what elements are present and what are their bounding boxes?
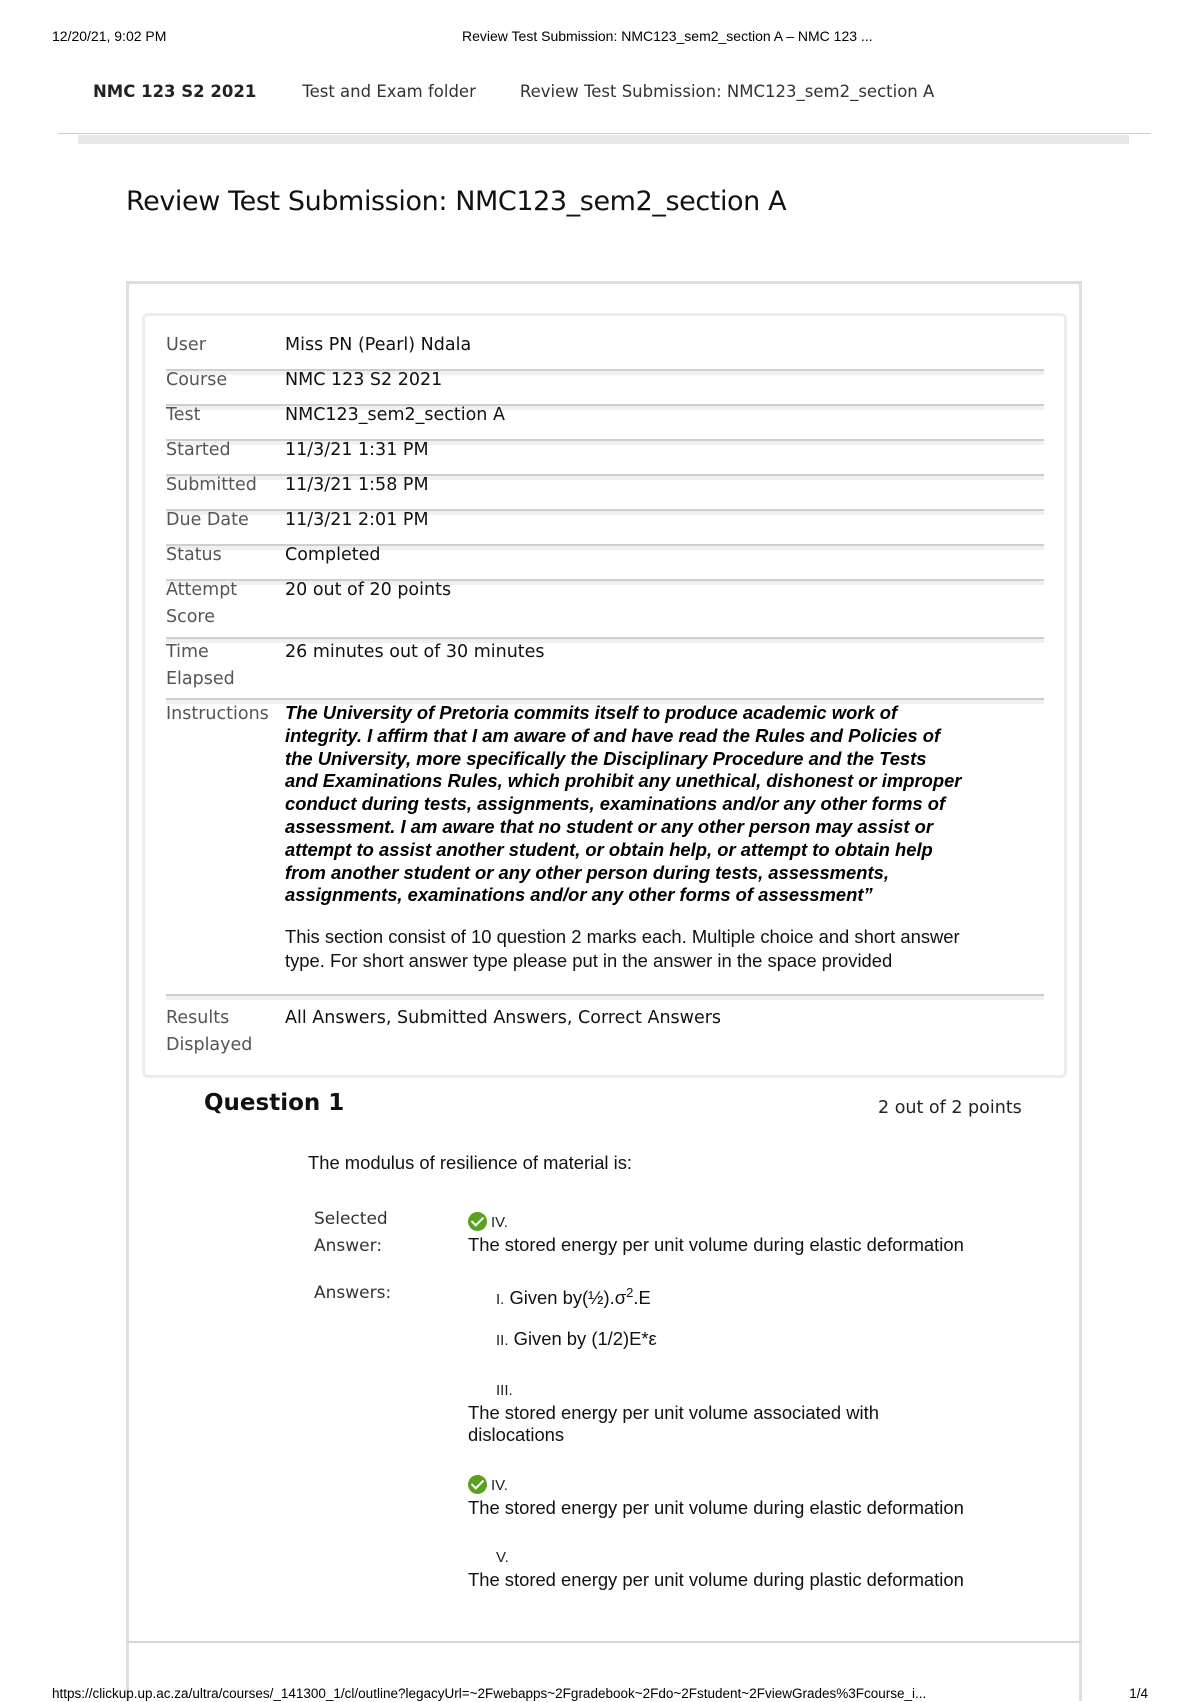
detail-value: All Answers, Submitted Answers, Correct Answers (285, 1008, 722, 1028)
detail-row-time-elapsed (166, 639, 1044, 700)
answer-text-line: The stored energy per unit volume associated with (468, 1402, 879, 1423)
detail-label: Started (166, 440, 231, 460)
detail-label: Status (166, 545, 222, 565)
answer-text: Given by (1/2)E*ε (513, 1328, 657, 1349)
print-url: https://clickup.up.ac.za/ultra/courses/_141300_1/cl/outline?legacyUrl=~2Fwebapps~2Fgradebook~2Fdo~2Fstudent~2FviewGrades%3Fcourse_i... (52, 1686, 927, 1701)
breadcrumb (93, 82, 1140, 101)
detail-label-line: Results (166, 1008, 230, 1028)
answer-option (468, 1545, 1048, 1591)
detail-label-line: Elapsed (166, 669, 235, 689)
content-top-bar (78, 135, 1129, 144)
correct-check-icon (468, 1475, 487, 1494)
detail-label (166, 577, 282, 631)
instructions-text (285, 702, 1045, 973)
detail-value: NMC123_sem2_section A (285, 405, 505, 425)
detail-row-started (166, 437, 1044, 476)
instructions-line: This section consist of 10 question 2 marks each. Multiple choice and short answer (285, 926, 960, 948)
detail-row-attempt-score (166, 577, 1044, 639)
instructions-line: from another student or any other person during tests, assessments, (285, 861, 889, 883)
instructions-line: attempt to assist another student, or obtain help, or attempt to obtain help (285, 838, 933, 860)
answer-text: Given by(½).σ (509, 1287, 627, 1309)
breadcrumb-current: Review Test Submission: NMC123_sem2_section A (519, 82, 935, 101)
answer-text-tail: .E (633, 1287, 651, 1309)
question-title: Question 1 (204, 1090, 345, 1116)
selected-answer-label-line: Answer: (314, 1236, 383, 1256)
detail-label: Submitted (166, 475, 257, 495)
detail-value: 11/3/21 1:58 PM (285, 475, 429, 495)
answer-numeral: IV. (491, 1214, 508, 1231)
instructions-section-note (285, 925, 1045, 973)
detail-label: Test (166, 405, 201, 425)
breadcrumb-divider (58, 133, 1151, 134)
instructions-line: integrity. I affirm that I am aware of and have read the Rules and Policies of (285, 724, 941, 746)
detail-value: 11/3/21 2:01 PM (285, 510, 429, 530)
detail-value: NMC 123 S2 2021 (285, 370, 443, 390)
answer-numeral: I. (496, 1291, 505, 1309)
question-divider (126, 1641, 1082, 1643)
instructions-line: and Examinations Rules, which prohibit any unethical, dishonest or improper (285, 770, 962, 792)
answer-option (468, 1282, 1076, 1311)
correct-check-icon (468, 1212, 487, 1231)
instructions-line: assessment. I am aware that no student or any other person may assist or (285, 815, 933, 837)
detail-label: Course (166, 370, 228, 390)
instructions-integrity-statement (285, 702, 1045, 907)
breadcrumb-course-link[interactable]: NMC 123 S2 2021 (93, 82, 257, 101)
instructions-line: the University, more specifically the Disciplinary Procedure and the Tests (285, 747, 927, 769)
print-footer (52, 1686, 1148, 1702)
print-datetime: 12/20/21, 9:02 PM (52, 28, 167, 44)
answer-option (468, 1328, 1076, 1352)
answer-numeral: IV. (491, 1477, 508, 1494)
detail-row-submitted (166, 472, 1044, 511)
print-header (52, 28, 1148, 48)
instructions-line: assignments, examinations and/or any other forms of assessment” (285, 884, 873, 906)
detail-row-due-date (166, 507, 1044, 546)
selected-answer-label (314, 1206, 388, 1260)
answers-label: Answers: (314, 1283, 392, 1303)
detail-value: 20 out of 20 points (285, 580, 452, 600)
print-page-number: 1/4 (1129, 1686, 1148, 1701)
instructions-line: The University of Pretoria commits itself to produce academic work of (285, 702, 898, 723)
detail-value: 11/3/21 1:31 PM (285, 440, 429, 460)
selected-answer-label-line: Selected (314, 1209, 388, 1229)
detail-row-instructions (166, 701, 1044, 996)
answer-text: The stored energy per unit volume during elastic deformation (468, 1497, 964, 1518)
selected-answer-text: The stored energy per unit volume during elastic deformation (468, 1234, 964, 1255)
question-points: 2 out of 2 points (878, 1098, 1022, 1118)
detail-label: Instructions (166, 704, 269, 724)
detail-row-test (166, 402, 1044, 441)
answer-numeral: III. (496, 1382, 513, 1399)
detail-value: Completed (285, 545, 381, 565)
detail-row-results-displayed (166, 1005, 1044, 1065)
detail-value: 26 minutes out of 30 minutes (285, 642, 545, 662)
answer-numeral: II. (496, 1332, 509, 1349)
detail-label-line: Displayed (166, 1035, 253, 1055)
answer-text-line: dislocations (468, 1424, 565, 1445)
detail-label-line: Score (166, 607, 216, 627)
detail-value: Miss PN (Pearl) Ndala (285, 335, 472, 355)
detail-label-line: Attempt (166, 580, 238, 600)
answer-option-correct (468, 1473, 1048, 1519)
detail-label (166, 1005, 282, 1059)
question-text: The modulus of resilience of material is: (308, 1152, 633, 1173)
detail-row-course (166, 367, 1044, 406)
detail-row-status (166, 542, 1044, 581)
answer-superscript: 2 (626, 1285, 634, 1300)
detail-label-line: Time (166, 642, 209, 662)
instructions-line: conduct during tests, assignments, examinations and/or any other forms of (285, 793, 946, 815)
answer-numeral: V. (496, 1549, 509, 1566)
detail-label: User (166, 335, 206, 355)
detail-row-user (166, 332, 1044, 371)
answer-text: The stored energy per unit volume during plastic deformation (468, 1569, 964, 1590)
detail-label (166, 639, 282, 693)
print-title: Review Test Submission: NMC123_sem2_section A – NMC 123 ... (462, 28, 873, 44)
selected-answer (468, 1210, 1048, 1256)
detail-label: Due Date (166, 510, 249, 530)
page-title: Review Test Submission: NMC123_sem2_section A (126, 186, 787, 217)
answer-option (468, 1378, 1048, 1446)
breadcrumb-folder-link[interactable]: Test and Exam folder (302, 82, 476, 101)
instructions-line: type. For short answer type please put in the answer in the space provided (285, 950, 893, 972)
